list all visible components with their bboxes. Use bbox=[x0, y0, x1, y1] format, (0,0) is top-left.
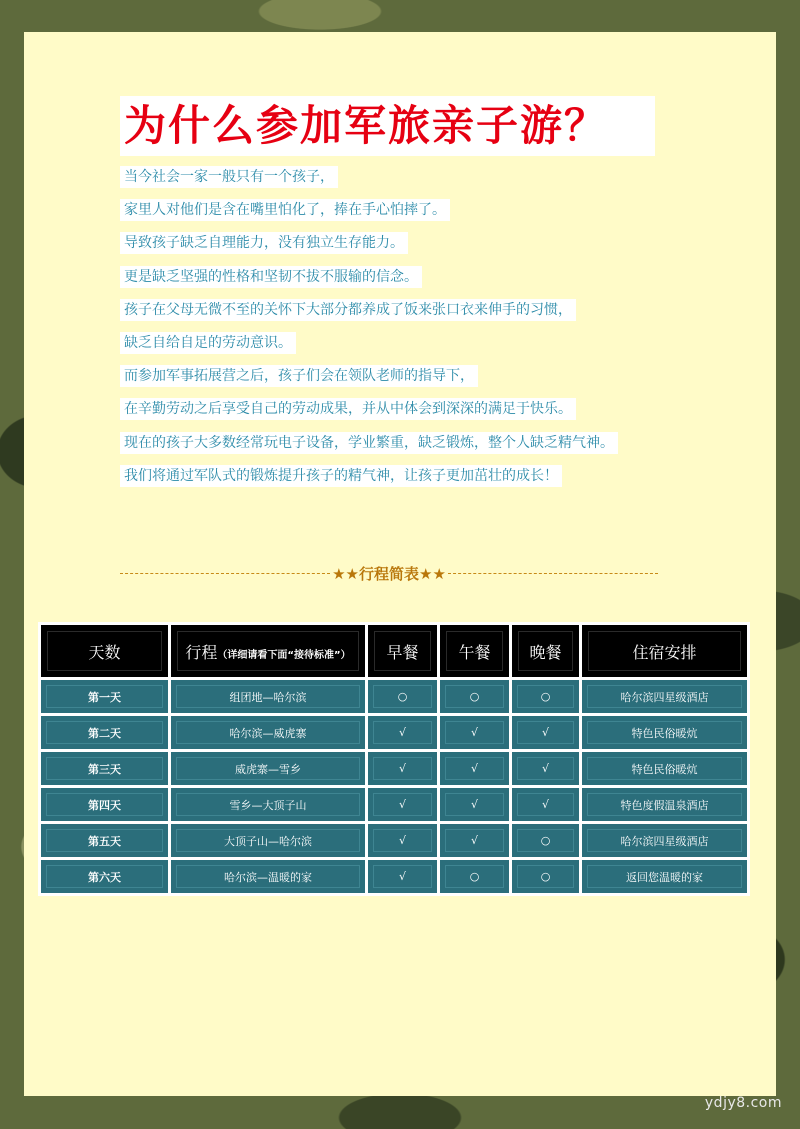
cell-lodging: 返回您温暖的家 bbox=[582, 860, 747, 893]
site-watermark: ydjy8.com bbox=[704, 1095, 782, 1111]
page-title: 为什么参加军旅亲子游？ bbox=[120, 96, 655, 156]
cell-route: 大顶子山—哈尔滨 bbox=[171, 824, 365, 857]
cell-route: 组团地—哈尔滨 bbox=[171, 680, 365, 713]
cell-dinner: √ bbox=[512, 716, 579, 749]
cell-lodging: 特色民俗暖炕 bbox=[582, 716, 747, 749]
cell-day: 第二天 bbox=[41, 716, 168, 749]
cell-lodging: 哈尔滨四星级酒店 bbox=[582, 680, 747, 713]
header-breakfast: 早餐 bbox=[368, 625, 437, 677]
cell-breakfast: √ bbox=[368, 752, 437, 785]
header-lodging: 住宿安排 bbox=[582, 625, 747, 677]
cell-lunch: √ bbox=[440, 716, 509, 749]
header-route-note: （详细请看下面“接待标准”） bbox=[217, 649, 351, 661]
dashed-rule-right bbox=[448, 573, 658, 574]
table-header-row bbox=[41, 625, 747, 677]
itinerary-table bbox=[38, 622, 750, 896]
cell-breakfast: √ bbox=[368, 824, 437, 857]
cell-dinner: ○ bbox=[512, 680, 579, 713]
cell-day: 第一天 bbox=[41, 680, 168, 713]
cell-dinner: √ bbox=[512, 752, 579, 785]
cell-day: 第三天 bbox=[41, 752, 168, 785]
cell-day: 第五天 bbox=[41, 824, 168, 857]
cell-lodging: 哈尔滨四星级酒店 bbox=[582, 824, 747, 857]
cell-lunch: ○ bbox=[440, 860, 509, 893]
cell-breakfast: √ bbox=[368, 788, 437, 821]
section-divider bbox=[120, 561, 658, 585]
intro-line: 孩子在父母无微不至的关怀下大部分都养成了饭来张口衣来伸手的习惯， bbox=[120, 299, 576, 321]
table-row bbox=[41, 788, 747, 821]
cell-breakfast: ○ bbox=[368, 680, 437, 713]
header-route bbox=[171, 625, 365, 677]
intro-line: 缺乏自给自足的劳动意识。 bbox=[120, 332, 296, 354]
cell-dinner: ○ bbox=[512, 860, 579, 893]
cell-dinner: √ bbox=[512, 788, 579, 821]
table-row bbox=[41, 716, 747, 749]
intro-line: 现在的孩子大多数经常玩电子设备，学业繁重，缺乏锻炼，整个人缺乏精气神。 bbox=[120, 432, 618, 454]
cell-breakfast: √ bbox=[368, 716, 437, 749]
intro-line: 而参加军事拓展营之后，孩子们会在领队老师的指导下， bbox=[120, 365, 478, 387]
cell-lunch: √ bbox=[440, 788, 509, 821]
header-lunch: 午餐 bbox=[440, 625, 509, 677]
cell-day: 第四天 bbox=[41, 788, 168, 821]
cell-dinner: ○ bbox=[512, 824, 579, 857]
cell-route: 哈尔滨—温暖的家 bbox=[171, 860, 365, 893]
cell-lodging: 特色民俗暖炕 bbox=[582, 752, 747, 785]
table-row bbox=[41, 680, 747, 713]
cell-route: 威虎寨—雪乡 bbox=[171, 752, 365, 785]
header-route-label: 行程 bbox=[185, 642, 218, 662]
cell-route: 哈尔滨—威虎寨 bbox=[171, 716, 365, 749]
cell-breakfast: √ bbox=[368, 860, 437, 893]
header-day: 天数 bbox=[41, 625, 168, 677]
intro-line: 更是缺乏坚强的性格和坚韧不拔不服输的信念。 bbox=[120, 266, 422, 288]
cell-route: 雪乡—大顶子山 bbox=[171, 788, 365, 821]
intro-line: 我们将通过军队式的锻炼提升孩子的精气神，让孩子更加茁壮的成长！ bbox=[120, 465, 562, 487]
cell-lunch: √ bbox=[440, 824, 509, 857]
intro-line: 在辛勤劳动之后享受自己的劳动成果，并从中体会到深深的满足于快乐。 bbox=[120, 398, 576, 420]
header-dinner: 晚餐 bbox=[512, 625, 579, 677]
table-row bbox=[41, 824, 747, 857]
table-row bbox=[41, 860, 747, 893]
table-row bbox=[41, 752, 747, 785]
intro-line: 家里人对他们是含在嘴里怕化了，捧在手心怕摔了。 bbox=[120, 199, 450, 221]
section-title: ★★行程简表★★ bbox=[332, 564, 446, 583]
cell-lodging: 特色度假温泉酒店 bbox=[582, 788, 747, 821]
intro-text bbox=[120, 166, 618, 498]
cell-day: 第六天 bbox=[41, 860, 168, 893]
cell-lunch: ○ bbox=[440, 680, 509, 713]
dashed-rule-left bbox=[120, 573, 330, 574]
intro-line: 导致孩子缺乏自理能力，没有独立生存能力。 bbox=[120, 232, 408, 254]
cell-lunch: √ bbox=[440, 752, 509, 785]
intro-line: 当今社会一家一般只有一个孩子， bbox=[120, 166, 338, 188]
